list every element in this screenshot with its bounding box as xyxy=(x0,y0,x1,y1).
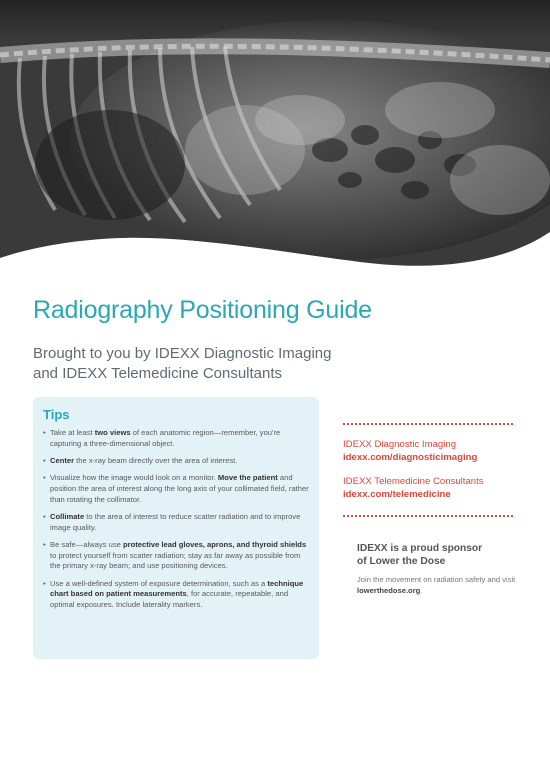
xray-hero-image xyxy=(0,0,550,275)
sponsor-section xyxy=(357,543,532,596)
tip-text: to the area of interest to reduce scatter radiation and to improve image quality. xyxy=(50,511,301,532)
tip-text: the x-ray beam directly over the area of interest. xyxy=(74,455,238,465)
subtitle-line-2: and IDEXX Telemedicine Consultants xyxy=(33,365,283,382)
tips-panel xyxy=(33,397,319,659)
tip-emphasis: Center xyxy=(50,455,75,465)
tip-text: and position the area of interest along the long axis of your collimated field, rather than rotating the collimator. xyxy=(50,473,309,504)
telemedicine-link[interactable]: idexx.com/telemedicine xyxy=(343,489,451,500)
tip-text: Use a well-defined system of exposure determination, such as a xyxy=(50,578,268,588)
tip-emphasis: technique chart based on patient measurements xyxy=(50,578,304,599)
tip-item xyxy=(43,512,309,533)
tip-text: Be safe—always use xyxy=(50,539,124,549)
tip-text: , for accurate, repeatable, and optimal exposures. Include laterality markers. xyxy=(50,589,289,609)
bullet-glyph: • xyxy=(43,428,46,437)
tip-item xyxy=(43,473,309,505)
lowerthedose-link[interactable]: lowerthedose.org xyxy=(357,586,421,595)
page-subtitle xyxy=(33,344,413,384)
sponsor-punct: . xyxy=(420,586,423,595)
bullet-glyph: • xyxy=(43,455,46,465)
dotted-divider xyxy=(343,515,513,517)
bullet-glyph: • xyxy=(43,511,46,521)
tip-emphasis: two views xyxy=(94,428,131,437)
tip-text: to protect yourself from scatter radiation; stay as far away as possible from the primary x-ray beam; and use positioning devices. xyxy=(50,550,301,571)
contact-name: IDEXX Telemedicine Consultants xyxy=(343,476,484,487)
tip-emphasis: Move the patient xyxy=(217,473,278,483)
sponsor-title xyxy=(357,543,532,568)
tip-text: Take at least xyxy=(50,428,95,437)
tip-emphasis: protective lead gloves, aprons, and thyroid shields xyxy=(123,539,307,549)
tips-heading: Tips xyxy=(43,407,70,422)
tip-item xyxy=(43,540,309,572)
diagnostic-imaging-link[interactable]: idexx.com/diagnosticimaging xyxy=(343,452,478,463)
sponsor-title-line-1: IDEXX is a proud sponsor xyxy=(357,543,483,554)
tip-item xyxy=(43,579,309,611)
page-title: Radiography Positioning Guide xyxy=(33,296,372,324)
tip-text: Visualize how the image would look on a monitor. xyxy=(50,473,218,483)
bullet-glyph: • xyxy=(43,473,46,483)
dotted-divider xyxy=(343,423,513,425)
tip-emphasis: Collimate xyxy=(50,511,85,521)
contacts-section xyxy=(343,423,513,517)
tip-item xyxy=(43,428,309,449)
bullet-glyph: • xyxy=(43,539,46,549)
contact-diagnostic-imaging xyxy=(343,439,513,464)
sponsor-text xyxy=(357,574,532,596)
sponsor-title-line-2: of Lower the Dose xyxy=(357,555,446,567)
contact-telemedicine xyxy=(343,476,513,501)
subtitle-line-1: Brought to you by IDEXX Diagnostic Imaging xyxy=(33,345,332,362)
bullet-glyph: • xyxy=(43,578,46,588)
sponsor-body: Join the movement on radiation safety and visit xyxy=(357,575,516,584)
tip-text: of each anatomic region—remember, you're capturing a three-dimensional object. xyxy=(50,428,281,448)
contact-name: IDEXX Diagnostic Imaging xyxy=(343,439,457,450)
tip-item xyxy=(43,456,309,467)
